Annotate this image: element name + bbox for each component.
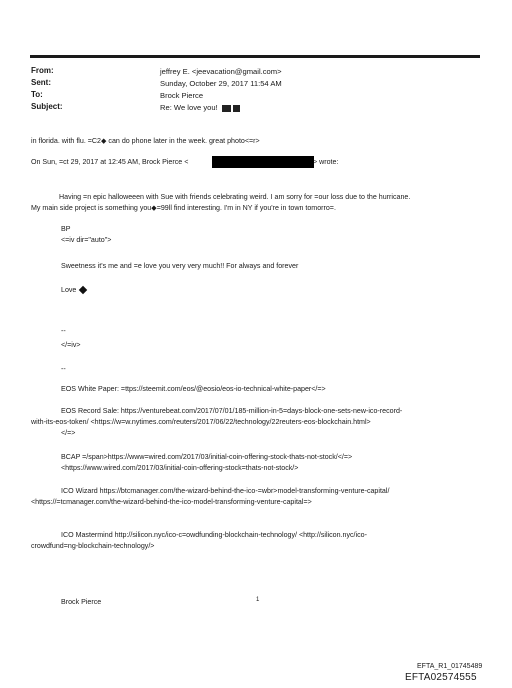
eos-white-paper-link: EOS White Paper: =ttps://steemit.com/eos/@eosio/eos-io-technical-white-paper</=> <box>61 385 326 393</box>
dash-separator: -- <box>61 327 66 335</box>
love-line <box>61 285 86 296</box>
page-number: 1 <box>256 597 260 603</box>
dash-separator: -- <box>61 365 66 373</box>
love-text: Love <box>61 286 77 294</box>
to-label: To: <box>31 90 43 99</box>
header-rule <box>30 55 480 58</box>
from-label: From: <box>31 66 54 75</box>
emoji-glyph-icon <box>233 105 240 112</box>
bp-initials: BP <box>61 225 71 233</box>
to-value: Brock Pierce <box>160 91 204 100</box>
sweetness-line: Sweetness it's me and =e love you very very much!! For always and forever <box>61 262 299 270</box>
signature: Brock Pierce <box>61 598 102 606</box>
ico-mastermind-line1: ICO Mastermind http://silicon.nyc/ico-c=owdfunding-blockchain-technology/ <http://silicon.nyc/ico- <box>61 531 367 539</box>
para1-line2: My main side project is something you◆=99ll find interesting. I'm in NY if you're in town tomorro=. <box>31 204 336 212</box>
subject-label: Subject: <box>31 102 63 111</box>
quote-intro: On Sun, =ct 29, 2017 at 12:45 AM, Brock Pierce < <box>31 158 189 166</box>
ico-wizard-line2: <https://=tcmanager.com/the-wizard-behind-the-ico-model-transforming-venture-capital=> <box>31 498 312 506</box>
redaction-box <box>212 156 314 168</box>
sent-label: Sent: <box>31 78 51 87</box>
ico-wizard-line1: ICO Wizard https://btcmanager.com/the-wizard-behind-the-ico-=wbr>model-transforming-venture-capital/ <box>61 487 390 495</box>
para1-line1: Having =n epic halloweeen with Sue with friends celebrating weird. I am sorry for =our loss due to the hurricane. <box>59 193 411 201</box>
sent-value: Sunday, October 29, 2017 11:54 AM <box>160 79 282 88</box>
eos-record-line3: </=> <box>61 429 76 437</box>
heart-icon <box>79 286 87 294</box>
bcap-line1: BCAP =/span>https://www=wired.com/2017/03/initial-coin-offering-stock-thats-not-stock/</=> <box>61 453 353 461</box>
reply-line: in florida. with flu. =C2◆ can do phone later in the week. great photo<=r> <box>31 137 260 145</box>
emoji-glyph-icon <box>222 105 231 112</box>
subject-value: Re: We love you! <box>160 103 218 112</box>
close-div-tag: </=iv> <box>61 341 81 349</box>
quote-wrote: > wrote: <box>313 158 339 166</box>
ico-mastermind-line2: crowdfund=ng-blockchain-technology/> <box>31 542 155 550</box>
eos-record-line2: with-its-eos-token/ <https://w=w.nytimes.com/reuters/2017/06/22/technology/22reuters-eos-blockchain.html> <box>31 418 371 426</box>
div-tag: <=iv dir="auto"> <box>61 236 112 244</box>
document-id-large: EFTA02574555 <box>405 672 477 683</box>
bcap-line2: <https://www.wired.com/2017/03/initial-coin-offering-stock=thats-not-stock/> <box>61 464 299 472</box>
subject-row <box>160 103 240 112</box>
eos-record-line1: EOS Record Sale: https://venturebeat.com/2017/07/01/185-million-in-5=days-block-one-sets-new-ico-record- <box>61 407 403 415</box>
document-id-small: EFTA_R1_01745489 <box>417 663 483 670</box>
from-value: jeffrey E. <jeevacation@gmail.com> <box>160 67 282 76</box>
